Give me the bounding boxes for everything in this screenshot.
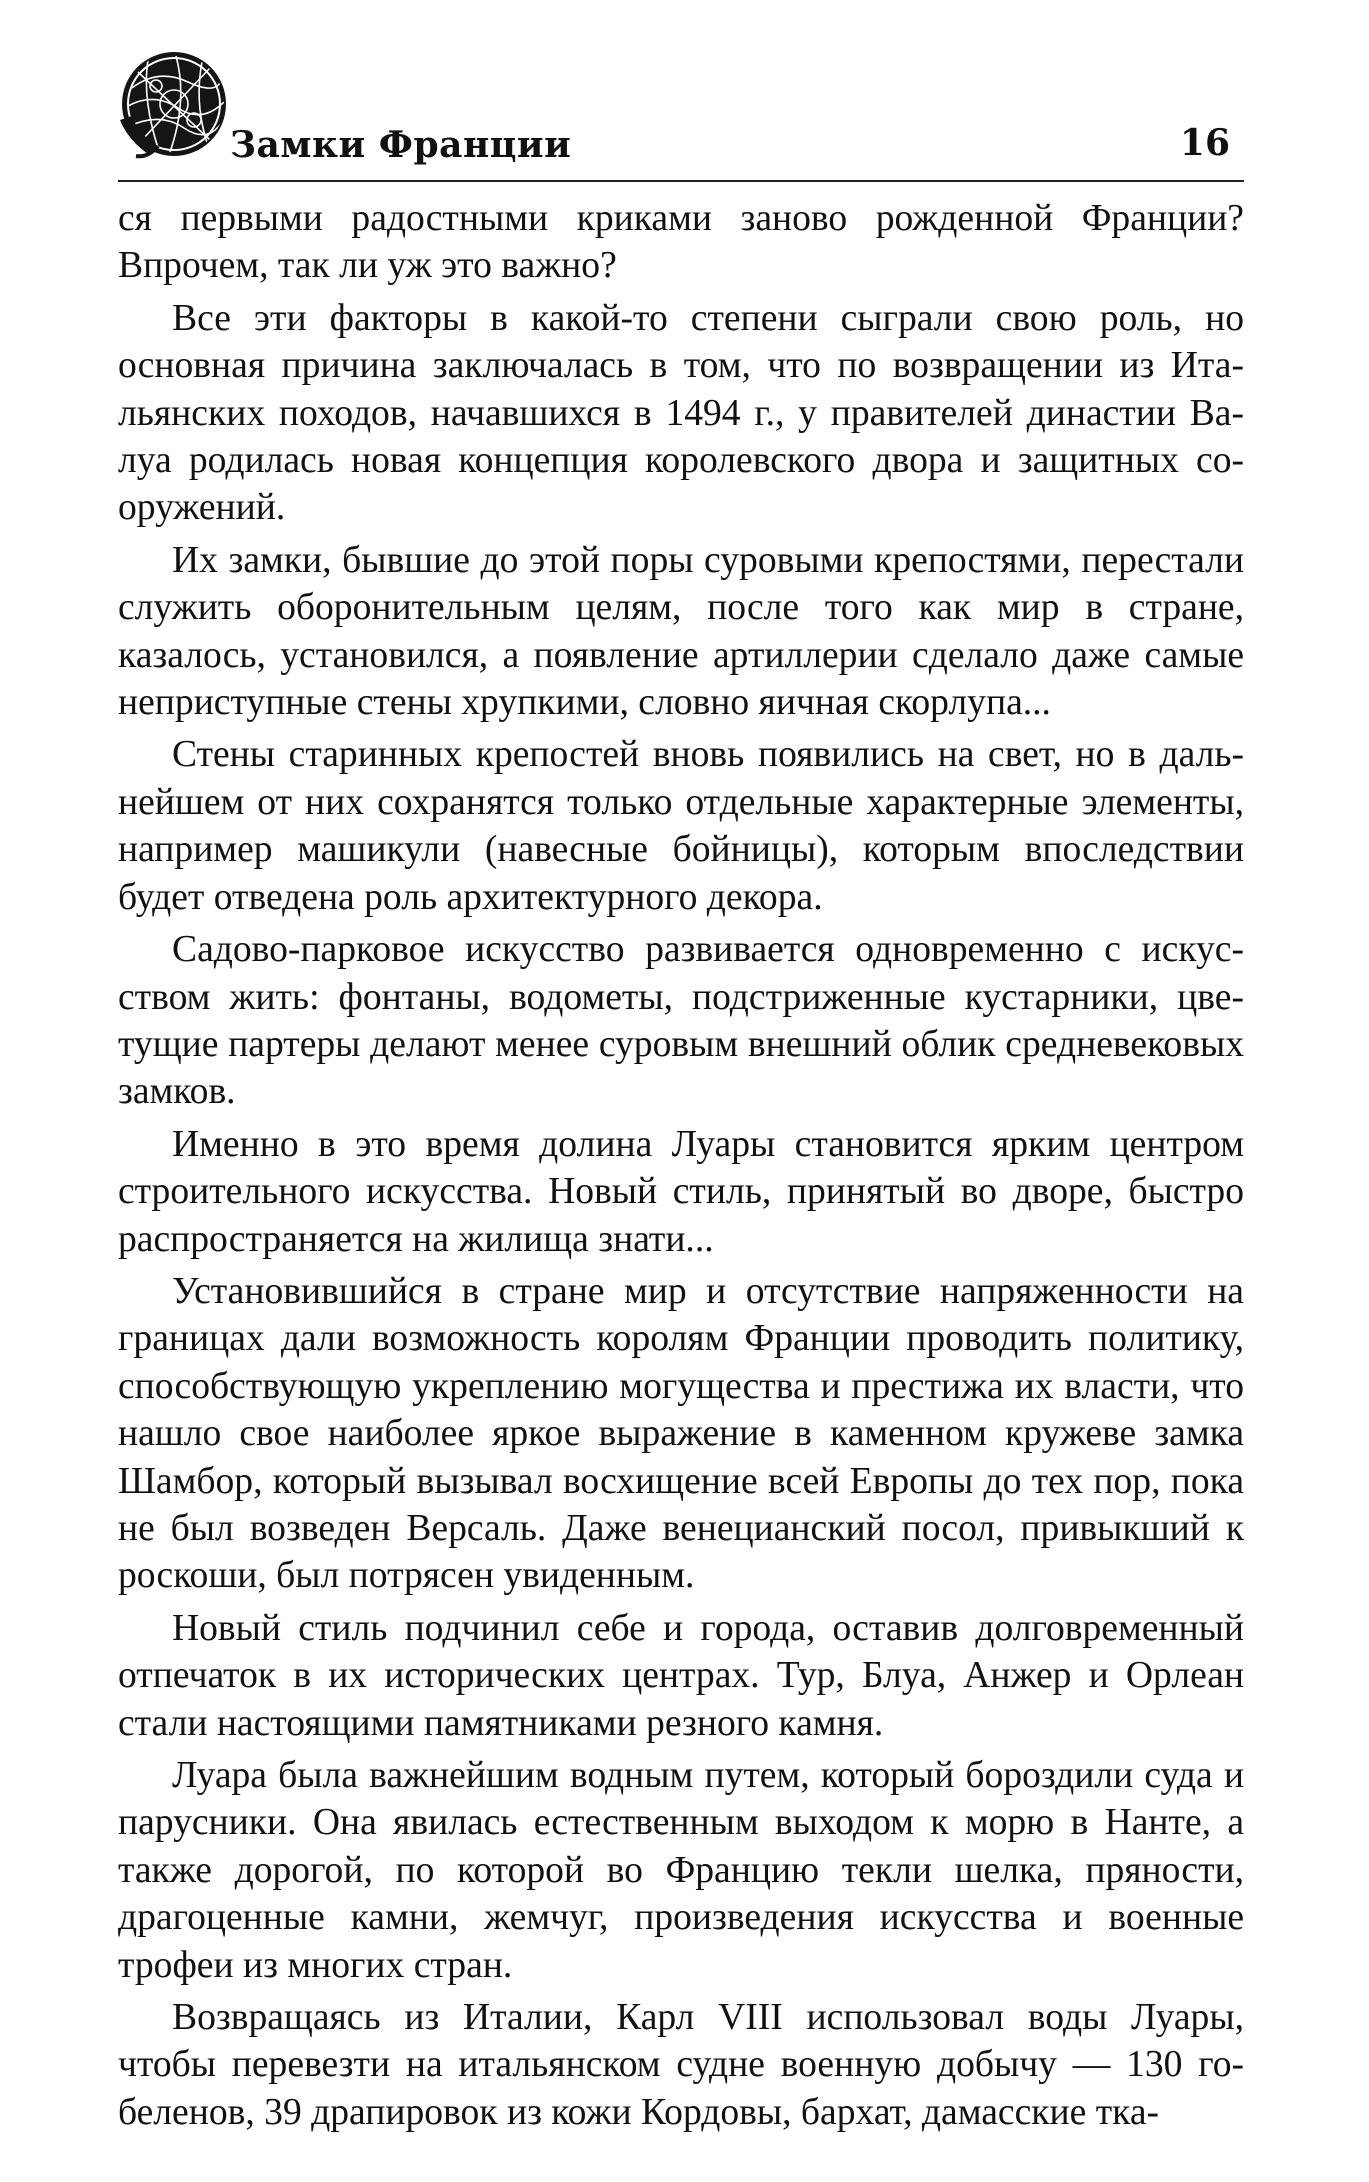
body-text [118, 195, 1244, 2141]
paragraph: Садово-парковое искусство развивается одновременно с искусством жить: фонтаны, водометы, подстриженные кустарники, цветущие партеры делают менее суровым внешний облик средневековых замков. [118, 929, 1244, 1113]
page-number: 16 [1179, 122, 1230, 164]
paragraph: Новый стиль подчинил себе и города, оставив долговременный отпечаток в их исторических центрах. Тур, Блуа, Анжер и Орлеан стали настоящими памятниками резного камня. [118, 1607, 1244, 1744]
header-divider [118, 180, 1244, 182]
paragraph: Возвращаясь из Италии, Карл VIII использовал воды Луары, чтобы перевезти на итальянском судне военную добычу — 130 гобеленов, 39 драпировок из кожи Кордовы, бархат, дамасские тка- [118, 1997, 1244, 2133]
paragraph: Установившийся в стране мир и отсутствие напряженности на границах дали возможность королям Франции проводить политику, способствующую укреплению могущества и престижа их власти, что нашло свое наиболее яркое выражение в каменном кружеве замка Шамбор, который вызывал восхищение всей Европы до тех пор, пока не был возведен Версаль. Даже венецианский посол, привыкший к роскоши, был потрясен увиденным. [118, 1270, 1244, 1597]
paragraph: Их замки, бывшие до этой поры суровыми крепостями, перестали служить оборонительным целям, после того как мир в стране, казалось, установился, а появление артиллерии сделало даже самые неприступные стены хрупкими, словно яичная скорлупа... [118, 539, 1244, 724]
paragraph: Стены старинных крепостей вновь появились на свет, но в дальнейшем от них сохранятся только отдельные характерные элементы, например машикули (навесные бойницы), которым впоследствии будет отведена роль архитектурного декора. [118, 734, 1244, 918]
running-title: Замки Франции [230, 124, 572, 166]
paragraph: Луара была важнейшим водным путем, который бороздили суда и парусники. Она явилась естественным выходом к морю в Нанте, а также дорогой, по которой во Францию текли шелка, пряности, драгоценные камни, жемчуг, произведения искусства и военные трофеи из многих стран. [118, 1755, 1244, 1986]
castle-emblem-icon [118, 48, 230, 160]
paragraph: Все эти факторы в какой-то степени сыграли свою роль, но основная причина заключалась в том, что по возвращении из Итальянских походов, начавшихся в 1494 г., у правителей династии Валуа родилась новая концепция королевского двора и защитных сооружений. [118, 297, 1244, 529]
paragraph: ся первыми радостными криками заново рожденной Франции? Впрочем, так ли уж это важно? [118, 198, 1244, 287]
paragraph: Именно в это время долина Луары становится ярким центром строительного искусства. Новый стиль, принятый во дворе, быстро распространяется на жилища знати... [118, 1123, 1244, 1260]
page-header [118, 48, 1238, 188]
